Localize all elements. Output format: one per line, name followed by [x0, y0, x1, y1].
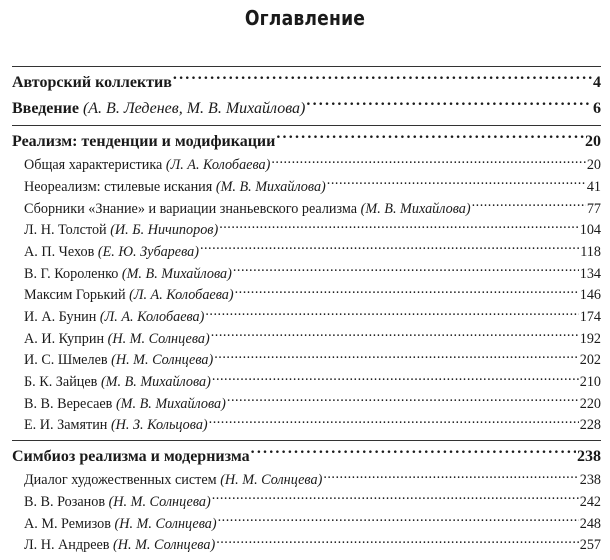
entry-authors: (Л. А. Колобаева)	[165, 157, 271, 174]
page-number: 6	[593, 100, 601, 117]
entry-title-text: Симбиоз реализма и модернизма	[12, 447, 250, 465]
dot-leader	[200, 242, 579, 256]
page-number: 238	[579, 472, 601, 489]
toc-subentry[interactable]	[12, 198, 601, 220]
entry-authors: (М. В. Михайлова)	[100, 374, 211, 391]
dot-leader	[212, 372, 579, 386]
entry-title-text: Диалог художественных систем	[24, 472, 217, 489]
entry-title	[24, 492, 211, 514]
toc-subentry[interactable]	[12, 155, 601, 177]
page-number: 202	[579, 352, 601, 369]
toc-section	[12, 66, 601, 122]
page-number: 220	[579, 395, 601, 412]
toc-subentry[interactable]	[12, 415, 601, 437]
entry-title-text: В. В. Вересаев	[24, 395, 113, 412]
page-number: 146	[579, 287, 601, 304]
entry-title	[24, 514, 217, 536]
entry-title-text: Авторский коллектив	[12, 74, 172, 91]
entry-title-text: Е. И. Замятин	[24, 417, 108, 434]
page-number: 41	[586, 178, 601, 195]
entry-title	[24, 372, 211, 394]
page-number: 242	[579, 493, 601, 510]
dot-leader	[271, 155, 585, 169]
toc-subentry[interactable]	[12, 177, 601, 199]
page-number: 210	[579, 374, 601, 391]
entry-title-text: В. В. Розанов	[24, 493, 106, 510]
entry-authors: (Н. М. Солнцева)	[113, 537, 216, 554]
entry-authors: (Л. А. Колобаева)	[129, 287, 234, 304]
toc-subentry[interactable]	[12, 492, 601, 514]
toc-subentry[interactable]	[12, 242, 601, 264]
toc-section	[12, 125, 601, 437]
page-number: 238	[577, 447, 601, 465]
entry-title	[24, 177, 326, 199]
toc-subentry[interactable]	[12, 220, 601, 242]
dot-leader	[276, 130, 584, 146]
dot-leader	[251, 445, 576, 461]
toc-chapter-entry[interactable]	[12, 96, 601, 122]
entry-authors: (Н. М. Солнцева)	[220, 472, 323, 489]
dot-leader	[227, 394, 579, 408]
entry-title-text: Введение	[12, 100, 79, 117]
page-number: 248	[579, 515, 601, 532]
toc-subentry[interactable]	[12, 329, 601, 351]
page-number: 20	[586, 157, 601, 174]
entry-authors: (Н. М. Солнцева)	[108, 493, 211, 510]
page-number: 257	[579, 537, 601, 554]
entry-title	[24, 394, 226, 416]
table-of-contents	[12, 66, 601, 560]
dot-leader	[323, 470, 578, 484]
entry-title	[24, 307, 204, 329]
entry-title-text: Л. Н. Толстой	[24, 222, 107, 239]
entry-title	[24, 415, 208, 437]
toc-subentry[interactable]	[12, 350, 601, 372]
page-number: 228	[579, 417, 601, 434]
entry-authors: (Н. З. Кольцова)	[110, 417, 208, 434]
entry-title	[24, 470, 322, 492]
entry-title-text: Сборники «Знание» и вариации знаньевского реализма	[24, 200, 358, 217]
page-number: 77	[586, 200, 601, 217]
dot-leader	[211, 329, 579, 343]
entry-title-text: Неореализм: стилевые искания	[24, 178, 213, 195]
entry-authors: (Н. М. Солнцева)	[111, 352, 214, 369]
dot-leader	[212, 492, 579, 506]
entry-authors: (М. В. Михайлова)	[121, 265, 232, 282]
dot-leader	[218, 513, 579, 527]
toc-section	[12, 440, 601, 557]
page-number: 192	[579, 330, 601, 347]
entry-authors: (Е. Ю. Зубарева)	[97, 243, 199, 260]
entry-authors: (Н. М. Солнцева)	[107, 330, 210, 347]
entry-title-text: Б. К. Зайцев	[24, 374, 98, 391]
dot-leader	[209, 415, 579, 429]
entry-title-text: А. М. Ремизов	[24, 515, 111, 532]
toc-subentry[interactable]	[12, 263, 601, 285]
toc-subentry[interactable]	[12, 513, 601, 535]
entry-title-text: И. С. Шмелев	[24, 352, 108, 369]
page-number: 104	[579, 222, 601, 239]
entry-title	[24, 350, 213, 372]
toc-subentry[interactable]	[12, 394, 601, 416]
entry-title-text: В. Г. Короленко	[24, 265, 119, 282]
entry-title-text: И. А. Бунин	[24, 309, 97, 325]
toc-chapter-entry[interactable]	[12, 70, 601, 96]
dot-leader	[472, 198, 586, 212]
dot-leader	[216, 535, 579, 549]
entry-title	[24, 264, 232, 286]
entry-title	[24, 220, 218, 242]
page-number: 174	[579, 309, 601, 325]
entry-title-text: А. П. Чехов	[24, 243, 95, 260]
dot-leader	[327, 177, 586, 191]
toc-subentry[interactable]	[12, 285, 601, 307]
entry-authors: (А. В. Леденев, М. В. Михайлова)	[82, 100, 306, 117]
entry-title	[12, 70, 172, 96]
dot-leader	[205, 307, 578, 321]
toc-chapter-entry[interactable]	[12, 129, 601, 155]
dot-leader	[233, 263, 579, 277]
entry-title	[24, 155, 270, 177]
entry-title	[12, 444, 250, 470]
toc-subentry[interactable]	[12, 307, 601, 329]
entry-authors: (Н. М. Солнцева)	[114, 515, 217, 532]
dot-leader	[219, 220, 579, 234]
entry-authors: (Л. А. Колобаева)	[99, 309, 205, 325]
dot-leader	[214, 350, 578, 364]
entry-title	[24, 199, 471, 221]
entry-title	[24, 242, 199, 264]
toc-subentry[interactable]	[12, 535, 601, 557]
entry-title	[12, 96, 305, 122]
page-number: 4	[593, 74, 601, 91]
toc-subentry[interactable]	[12, 372, 601, 394]
page-number: 134	[579, 265, 601, 282]
entry-authors: (М. В. Михайлова)	[360, 200, 471, 217]
toc-chapter-entry[interactable]	[12, 444, 601, 470]
entry-authors: (И. Б. Ничипоров)	[110, 222, 219, 239]
entry-title-text: Реализм: тенденции и модификации	[12, 133, 276, 150]
toc-subentry[interactable]	[12, 470, 601, 492]
entry-title-text: Максим Горький	[24, 287, 126, 304]
dot-leader	[173, 71, 592, 87]
entry-title-text: Л. Н. Андреев	[24, 537, 110, 554]
entry-title	[12, 129, 275, 155]
entry-title-text: Общая характеристика	[24, 157, 163, 174]
entry-title	[24, 535, 215, 557]
page-number: 118	[580, 243, 601, 260]
page-title: Оглавление	[244, 6, 366, 30]
dot-leader	[306, 97, 592, 113]
dot-leader	[235, 285, 579, 299]
entry-title-text: А. И. Куприн	[24, 330, 105, 347]
entry-authors: (М. В. Михайлова)	[115, 395, 226, 412]
entry-title	[24, 329, 210, 351]
entry-authors: (М. В. Михайлова)	[215, 178, 326, 195]
page-number: 20	[585, 133, 601, 150]
entry-title	[24, 285, 234, 307]
